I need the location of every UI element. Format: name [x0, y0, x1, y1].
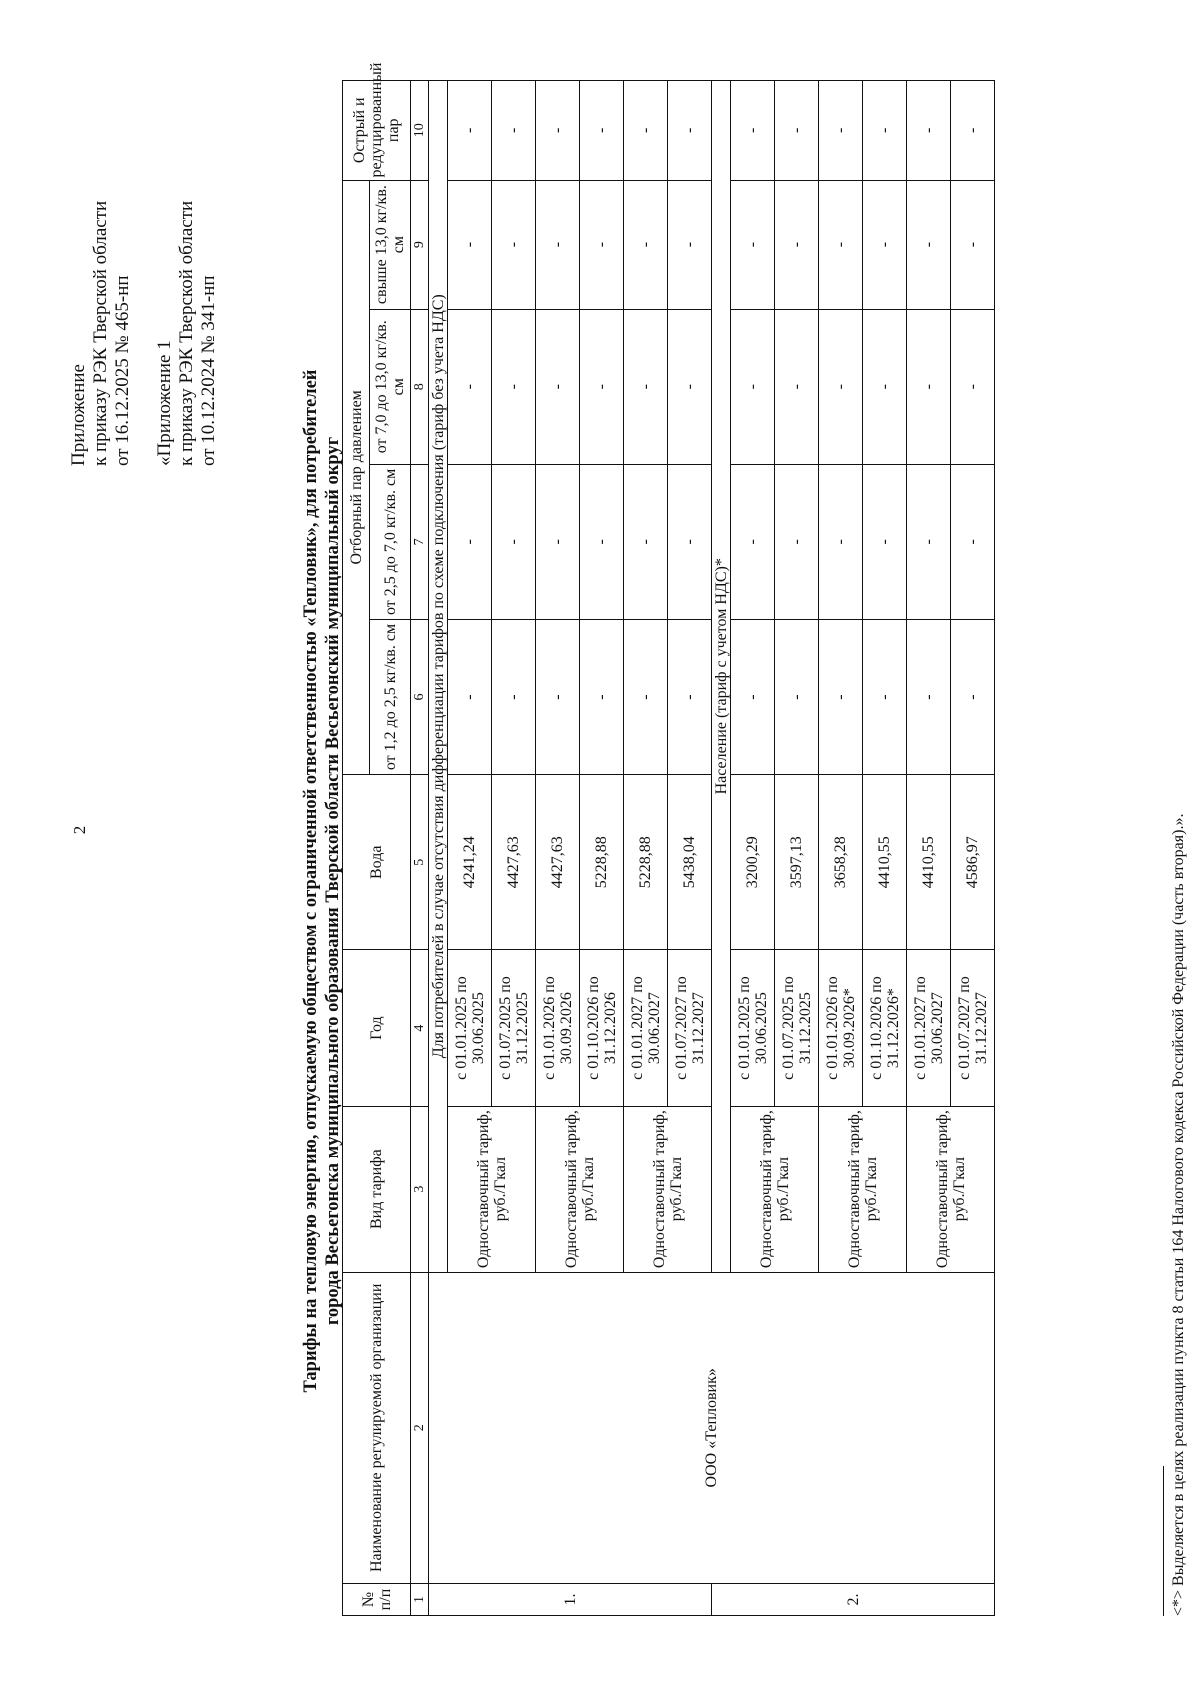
section-number: 2.: [712, 1584, 995, 1616]
column-number: 4: [411, 950, 429, 1106]
sharp-steam-value: -: [775, 81, 819, 181]
period-cell: с 01.01.2027 по 30.06.2027: [907, 950, 951, 1106]
pressure-1-value: -: [492, 619, 536, 774]
pressure-1-value: -: [668, 619, 712, 774]
pressure-1-value: -: [624, 619, 668, 774]
period-cell: с 01.01.2025 по 30.06.2025: [731, 950, 775, 1106]
pressure-4-value: -: [731, 180, 775, 309]
title-line: Тарифы на тепловую энергию, отпускаемую обществом с ограниченной ответственностью «Тепловик», для потребителей: [301, 369, 321, 1393]
header-pressure-4: свыше 13,0 кг/кв. см: [370, 180, 411, 309]
footnote-separator: [1163, 1466, 1164, 1616]
pressure-4-value: -: [668, 180, 712, 309]
appendix-line: от 10.12.2024 № 341-нп: [198, 275, 219, 466]
tariff-type: Одноставочный тариф, руб./Гкал: [536, 1106, 624, 1272]
page-number: 2: [70, 825, 89, 835]
column-number: 9: [411, 180, 429, 309]
water-value: 5438,04: [668, 775, 712, 950]
header-organization: Наименование регулируемой организации: [343, 1272, 411, 1584]
appendix-line: Приложение: [68, 364, 89, 466]
pressure-3-value: -: [951, 309, 995, 464]
pressure-3-value: -: [492, 309, 536, 464]
sharp-steam-value: -: [731, 81, 775, 181]
header-water: Вода: [343, 775, 411, 950]
pressure-2-value: -: [731, 464, 775, 619]
pressure-2-value: -: [624, 464, 668, 619]
pressure-3-value: -: [907, 309, 951, 464]
pressure-1-value: -: [580, 619, 624, 774]
appendix-line: к приказу РЭК Тверской области: [90, 200, 111, 466]
header-pressure-3: от 7,0 до 13,0 кг/кв. см: [370, 309, 411, 464]
pressure-3-value: -: [448, 309, 492, 464]
water-value: 5228,88: [580, 775, 624, 950]
tariff-table: [342, 62, 995, 1616]
pressure-1-value: -: [819, 619, 863, 774]
header-year: Год: [343, 950, 411, 1106]
pressure-3-value: -: [580, 309, 624, 464]
column-number: 8: [411, 309, 429, 464]
sharp-steam-value: -: [536, 81, 580, 181]
pressure-1-value: -: [536, 619, 580, 774]
pressure-1-value: -: [907, 619, 951, 774]
tariff-type: Одноставочный тариф, руб./Гкал: [624, 1106, 712, 1272]
pressure-1-value: -: [863, 619, 907, 774]
pressure-4-value: -: [624, 180, 668, 309]
pressure-3-value: -: [668, 309, 712, 464]
column-number: 1: [411, 1584, 429, 1616]
pressure-3-value: -: [536, 309, 580, 464]
pressure-3-value: -: [624, 309, 668, 464]
column-number: 3: [411, 1106, 429, 1272]
water-value: 4410,55: [907, 775, 951, 950]
header-no: № п/п: [343, 1584, 411, 1616]
period-cell: с 01.07.2027 по 31.12.2027: [951, 950, 995, 1106]
period-cell: с 01.01.2027 по 30.06.2027: [624, 950, 668, 1106]
pressure-3-value: -: [731, 309, 775, 464]
pressure-2-value: -: [907, 464, 951, 619]
appendix-line: «Приложение 1: [154, 340, 175, 466]
pressure-2-value: -: [668, 464, 712, 619]
pressure-1-value: -: [951, 619, 995, 774]
water-value: 3200,29: [731, 775, 775, 950]
column-number: 7: [411, 464, 429, 619]
sharp-steam-value: -: [492, 81, 536, 181]
period-cell: с 01.10.2026 по 31.12.2026*: [863, 950, 907, 1106]
pressure-2-value: -: [448, 464, 492, 619]
section-number: 1.: [429, 1584, 712, 1616]
period-cell: с 01.07.2025 по 31.12.2025: [775, 950, 819, 1106]
water-value: 3597,13: [775, 775, 819, 950]
appendix-line: от 16.12.2025 № 465-нп: [112, 275, 133, 466]
sharp-steam-value: -: [448, 81, 492, 181]
column-number: 5: [411, 775, 429, 950]
header-sharp-steam: Острый и редуцированный пар: [343, 81, 411, 181]
sharp-steam-value: -: [668, 81, 712, 181]
header-pressure-2: от 2,5 до 7,0 кг/кв. см: [370, 464, 411, 619]
tariff-type: Одноставочный тариф, руб./Гкал: [731, 1106, 819, 1272]
section-title: Население (тариф с учетом НДС)*: [712, 81, 731, 1273]
pressure-2-value: -: [863, 464, 907, 619]
sharp-steam-value: -: [580, 81, 624, 181]
pressure-4-value: -: [448, 180, 492, 309]
water-value: 4410,55: [863, 775, 907, 950]
pressure-3-value: -: [775, 309, 819, 464]
sharp-steam-value: -: [819, 81, 863, 181]
section-title: Для потребителей в случае отсутствия дифференциации тарифов по схеме подключения (тариф без учета НДС): [429, 81, 448, 1273]
period-cell: с 01.07.2025 по 31.12.2025: [492, 950, 536, 1106]
pressure-4-value: -: [907, 180, 951, 309]
period-cell: с 01.07.2027 по 31.12.2027: [668, 950, 712, 1106]
sharp-steam-value: -: [951, 81, 995, 181]
pressure-4-value: -: [492, 180, 536, 309]
column-number: 2: [411, 1272, 429, 1584]
header-steam-group: Отборный пар давлением: [343, 180, 370, 775]
water-value: 4427,63: [492, 775, 536, 950]
pressure-4-value: -: [951, 180, 995, 309]
sharp-steam-value: -: [907, 81, 951, 181]
organization-name: ООО «Тепловик»: [429, 1272, 995, 1584]
pressure-3-value: -: [819, 309, 863, 464]
pressure-1-value: -: [448, 619, 492, 774]
pressure-2-value: -: [492, 464, 536, 619]
header-pressure-1: от 1,2 до 2,5 кг/кв. см: [370, 619, 411, 774]
period-cell: с 01.01.2026 по 30.09.2026*: [819, 950, 863, 1106]
sharp-steam-value: -: [863, 81, 907, 181]
header-tariff-type: Вид тарифа: [343, 1106, 411, 1272]
pressure-2-value: -: [580, 464, 624, 619]
tariff-type: Одноставочный тариф, руб./Гкал: [819, 1106, 907, 1272]
pressure-4-value: -: [536, 180, 580, 309]
tariff-type: Одноставочный тариф, руб./Гкал: [448, 1106, 536, 1272]
pressure-4-value: -: [775, 180, 819, 309]
pressure-1-value: -: [731, 619, 775, 774]
document-title: [300, 316, 344, 1446]
water-value: 5228,88: [624, 775, 668, 950]
water-value: 4586,97: [951, 775, 995, 950]
pressure-2-value: -: [775, 464, 819, 619]
footnote: <*> Выделяется в целях реализации пункта 8 статьи 164 Налогового кодекса Российской Федерации (часть вторая).».: [1170, 813, 1187, 1616]
pressure-2-value: -: [536, 464, 580, 619]
column-number: 10: [411, 81, 429, 181]
water-value: 3658,28: [819, 775, 863, 950]
tariff-type: Одноставочный тариф, руб./Гкал: [907, 1106, 995, 1272]
pressure-4-value: -: [863, 180, 907, 309]
pressure-2-value: -: [819, 464, 863, 619]
column-number: 6: [411, 619, 429, 774]
pressure-4-value: -: [580, 180, 624, 309]
pressure-3-value: -: [863, 309, 907, 464]
appendix-line: к приказу РЭК Тверской области: [176, 200, 197, 466]
water-value: 4427,63: [536, 775, 580, 950]
period-cell: с 01.10.2026 по 31.12.2026: [580, 950, 624, 1106]
period-cell: с 01.01.2025 по 30.06.2025: [448, 950, 492, 1106]
sharp-steam-value: -: [624, 81, 668, 181]
period-cell: с 01.01.2026 по 30.09.2026: [536, 950, 580, 1106]
appendix-block: [68, 201, 220, 466]
pressure-1-value: -: [775, 619, 819, 774]
pressure-4-value: -: [819, 180, 863, 309]
pressure-2-value: -: [951, 464, 995, 619]
title-line: города Весьегонска муниципального образования Тверской области Весьегонский муниципальный округ: [323, 436, 343, 1326]
water-value: 4241,24: [448, 775, 492, 950]
